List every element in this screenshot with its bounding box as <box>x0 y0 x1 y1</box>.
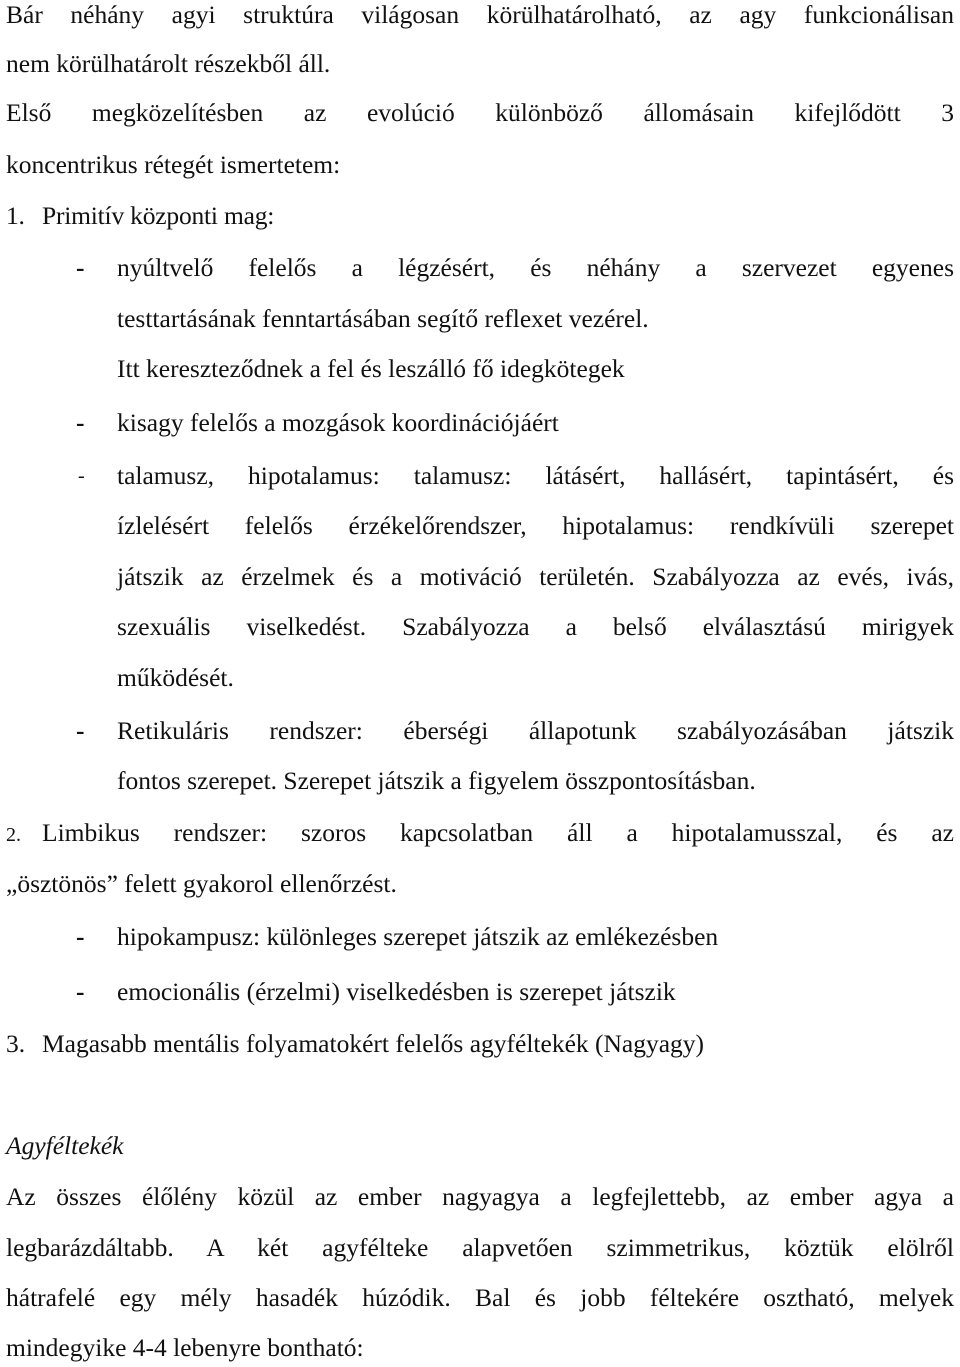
section2-item2-dash: - <box>76 977 85 1006</box>
section1-item3-dash: - <box>78 465 85 487</box>
section3-text: Magasabb mentális folyamatokért felelős agyféltekék (Nagyagy) <box>42 1029 705 1058</box>
section3-line <box>6 1029 954 1059</box>
section2-number: 2. <box>6 824 21 846</box>
section1-item1-line-1: nyúltvelő felelős a légzésért, és néhány a szervezet egyenes <box>117 253 954 282</box>
section1-title: Primitív központi mag: <box>42 201 275 230</box>
section2-item1-dash: - <box>76 922 85 951</box>
section1-item1-line-2: testtartásának fenntartásában segítő reflexet vezérel. <box>117 304 649 333</box>
final-line-3: hátrafelé egy mély hasadék húzódik. Bal és jobb féltekére osztható, melyek <box>6 1283 954 1312</box>
intro-line-1: Bár néhány agyi struktúra világosan körülhatárolható, az agy funkcionálisan <box>6 0 954 29</box>
final-line-2: legbarázdáltabb. A két agyféltekе alapvetően szimmetrikus, köztük elölről <box>6 1233 954 1262</box>
section3-number: 3. <box>6 1029 26 1058</box>
intro-line-2: nem körülhatárolt részekből áll. <box>6 49 331 78</box>
section1-heading <box>6 201 954 231</box>
intro-line-3: Első megközelítésben az evolúció különböző állomásain kifejlődött 3 <box>6 98 954 127</box>
final-line-4: mindegyike 4-4 lebenyre bontható: <box>6 1333 364 1362</box>
section1-item3-line-1: talamusz, hipotalamus: talamusz: látásért, hallásért, tapintásért, és <box>117 461 954 490</box>
section1-item4-line-2: fontos szerepet. Szerepet játszik a figyelem összpontosításban. <box>117 766 756 795</box>
section1-item3-line-3: játszik az érzelmek és a motiváció területén. Szabályozza az evés, ivás, <box>117 562 954 591</box>
section1-item4-dash: - <box>76 716 85 745</box>
section1-item2-line-1: kisagy felelős a mozgások koordinációjáért <box>117 408 559 437</box>
section1-item3-line-4: szexuális viselkedést. Szabályozza a belső elválasztású mirigyek <box>117 612 954 641</box>
section1-item2-dash: - <box>76 408 85 437</box>
section1-item1-line-3: Itt kereszteződnek a fel és leszálló fő idegkötegek <box>117 354 625 383</box>
section2-item1-text: hipokampusz: különleges szerepet játszik az emlékezésben <box>117 922 719 951</box>
final-line-1: Az összes élőlény közül az ember nagyagya a legfejlettebb, az ember agya a <box>6 1182 954 1211</box>
section2-line-1 <box>6 818 954 848</box>
section2-text-1: Limbikus rendszer: szoros kapcsolatban áll a hipotalamusszal, és az <box>42 818 954 847</box>
section1-item3-line-5: működését. <box>117 663 234 692</box>
intro-line-4: koncentrikus rétegét ismertetem: <box>6 150 341 179</box>
section2-item2-text: emocionális (érzelmi) viselkedésben is szerepet játszik <box>117 977 676 1006</box>
section2-line-2: „ösztönös” felett gyakorol ellenőrzést. <box>6 869 397 898</box>
section1-item3-line-2: ízlelésért felelős érzékelőrendszer, hipotalamus: rendkívüli szerepet <box>117 511 954 540</box>
section1-item4-line-1: Retikuláris rendszer: éberségi állapotunk szabályozásában játszik <box>117 716 954 745</box>
section1-number: 1. <box>6 201 25 230</box>
section1-item1-dash: - <box>76 253 85 282</box>
section-heading-agyfeltekek: Agyféltekék <box>6 1131 124 1160</box>
